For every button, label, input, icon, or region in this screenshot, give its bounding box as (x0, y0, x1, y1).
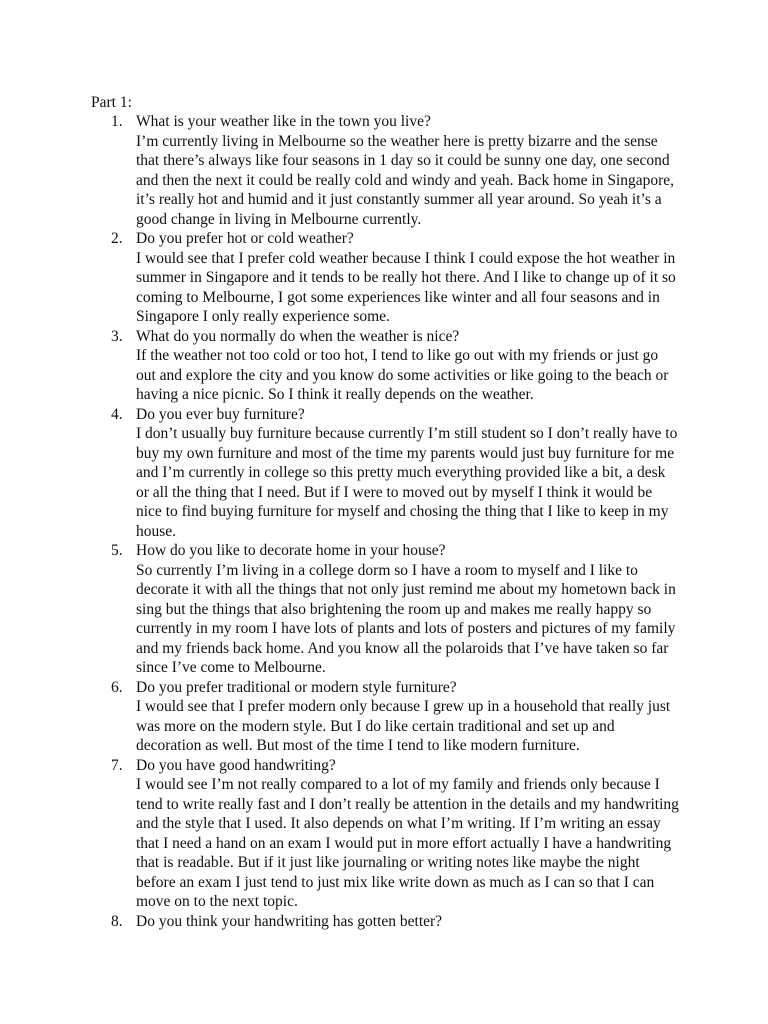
question-item-2 (91, 229, 681, 327)
answer-text: I would see that I prefer cold weather because I think I could expose the hot weather in summer in Singapore and it tends to be really hot there. And I like to change up of it so coming to Melbourne, I got some experiences like winter and all four seasons and in Singapore I only really experience some. (136, 249, 676, 325)
question-item-5 (91, 541, 681, 678)
question-number: 1. (111, 113, 123, 130)
answer-text: I would see that I prefer modern only because I grew up in a household that really just was more on the modern style. But I do like certain traditional and set up and decoration as well. But most of the time I tend to like modern furniture. (136, 698, 671, 754)
question-text: Do you ever buy furniture? (136, 405, 305, 423)
question-item-8 (91, 912, 681, 932)
question-list (91, 112, 681, 931)
answer-text: I don’t usually buy furniture because currently I’m still student so I don’t really have to buy my own furniture and most of the time my parents would just buy furniture for me and I’m currently in college so this pretty much everything provided like a bit, a desk or all the thing that I need. But if I were to moved out by myself I think it would be nice to find buying furniture for myself and chosing the thing that I like to keep in my house. (136, 425, 678, 540)
answer-text: If the weather not too cold or too hot, I tend to like go out with my friends or just go out and explore the city and you know do some activities or like going to the beach or having a nice picnic. So I think it really depends on the weather. (136, 347, 669, 403)
question-item-4 (91, 405, 681, 542)
question-text: What do you normally do when the weather is nice? (136, 327, 460, 345)
part-title: Part 1: (91, 94, 132, 111)
question-number: 5. (111, 542, 123, 559)
answer-text: So currently I’m living in a college dorm so I have a room to myself and I like to decorate it with all the things that not only just remind me about my hometown back in sing but the things that also brightening the room up and makes me really happy so currently in my room I have lots of plants and lots of posters and pictures of my family and my friends back home. And you know all the polaroids that I’ve have taken so far since I’ve come to Melbourne. (136, 561, 676, 676)
question-item-3 (91, 327, 681, 405)
answer-text: I’m currently living in Melbourne so the weather here is pretty bizarre and the sense that there’s always like four seasons in 1 day so it could be sunny one day, one second and then the next it could be really cold and windy and yeah. Back home in Singapore, it’s really hot and humid and it just constantly summer all year around. So yeah it’s a good change in living in Melbourne currently. (136, 132, 675, 228)
answer-text: I would see I’m not really compared to a lot of my family and friends only because I tend to write really fast and I don’t really be attention in the details and my handwriting and the style that I used. It also depends on what I’m writing. If I’m writing an essay that I need a hand on an exam I would put in more effort actually I have a handwriting that is readable. But if it just like journaling or writing notes like maybe the night before an exam I just tend to just mix like write down as much as I can so that I can move on to the next topic. (136, 776, 679, 910)
question-number: 2. (111, 230, 123, 247)
question-text: Do you prefer hot or cold weather? (136, 230, 354, 247)
question-item-6 (91, 678, 681, 756)
question-text: How do you like to decorate home in your house? (136, 542, 446, 559)
question-text: What is your weather like in the town you live? (136, 113, 431, 130)
question-item-1 (91, 112, 681, 229)
question-number: 8. (111, 912, 123, 930)
question-number: 3. (111, 327, 123, 345)
question-number: 7. (111, 756, 123, 774)
question-text: Do you prefer traditional or modern style furniture? (136, 678, 457, 696)
question-text: Do you have good handwriting? (136, 756, 336, 774)
question-number: 6. (111, 678, 123, 696)
question-item-7 (91, 756, 681, 912)
question-number: 4. (111, 405, 123, 423)
question-text: Do you think your handwriting has gotten better? (136, 912, 443, 930)
